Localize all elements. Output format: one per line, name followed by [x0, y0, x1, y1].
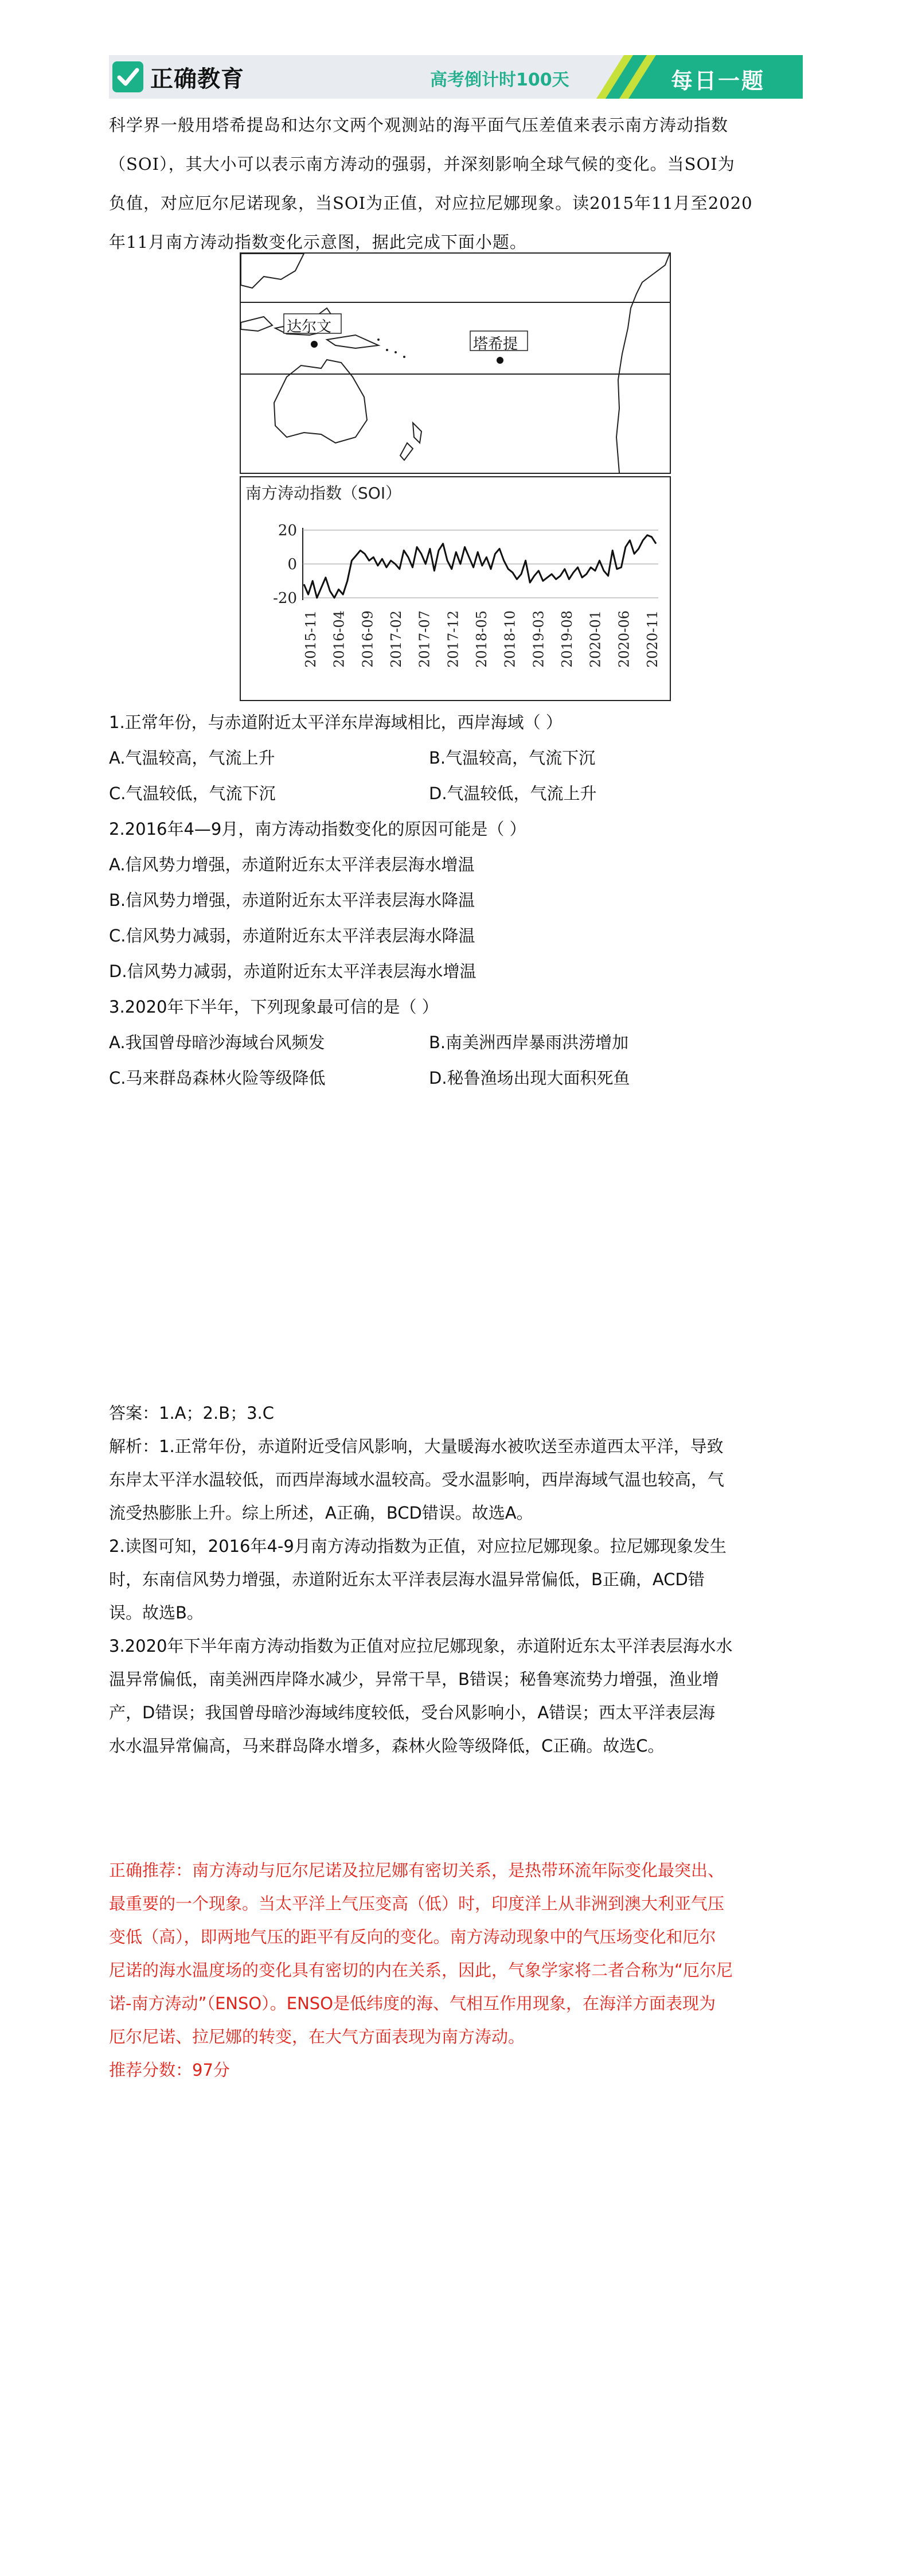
analysis-line: 3.2020年下半年南方涛动指数为正值对应拉尼娜现象，赤道附近东太平洋表层海水水 — [109, 1636, 733, 1656]
analysis-line: 2.读图可知，2016年4-9月南方涛动指数为正值，对应拉尼娜现象。拉尼娜现象发生 — [109, 1536, 727, 1556]
recommend-line: 厄尔尼诺、拉尼娜的转变，在大气方面表现为南方涛动。 — [109, 2027, 525, 2046]
intro-paragraph — [109, 106, 803, 262]
analysis-line: 解析：1.正常年份，赤道附近受信风影响，大量暖海水被吹送至赤道西太平洋，导致 — [109, 1437, 724, 1456]
soi-series-line — [304, 535, 656, 598]
darwin-label: 达尔文 — [287, 318, 332, 336]
recommend-line: 正确推荐：南方涛动与厄尔尼诺及拉尼娜有密切关系，是热带环流年际变化最突出、 — [109, 1861, 725, 1880]
chart-title: 南方涛动指数（SOI） — [245, 484, 402, 503]
countdown-text: 高考倒计时100天 — [430, 70, 569, 90]
analysis-line: 温异常偏低，南美洲西岸降水减少，异常干旱，B错误；秘鲁寒流势力增强，渔业增 — [109, 1670, 719, 1689]
analysis-line: 误。故选B。 — [109, 1603, 204, 1622]
recommend-line: 诺-南方涛动”（ENSO）。ENSO是低纬度的海、气相互作用现象，在海洋方面表现为 — [109, 1994, 716, 2013]
y-tick-label: -20 — [273, 590, 297, 607]
map-graphic — [241, 254, 670, 473]
soi-chart — [240, 476, 671, 701]
logo — [112, 60, 244, 94]
darwin-marker-icon — [311, 341, 318, 348]
brand-name: 正确教育 — [150, 65, 244, 92]
x-tick-label: 2018-05 — [474, 610, 490, 668]
recommend-score: 推荐分数：97分 — [109, 2060, 230, 2080]
intro-line: 科学界一般用塔希提岛和达尔文两个观测站的海平面气压差值来表示南方涛动指数 — [109, 115, 729, 135]
analysis-line: 流受热膨胀上升。综上所述，A正确，BCD错误。故选A。 — [109, 1503, 533, 1523]
x-tick-label: 2016-04 — [331, 610, 347, 668]
analysis-line: 水水温异常偏高，马来群岛降水增多，森林火险等级降低，C正确。故选C。 — [109, 1736, 665, 1756]
pacific-map — [240, 252, 671, 474]
daily-question-label: 每日一题 — [671, 68, 766, 94]
recommend-section — [109, 1854, 803, 2087]
x-tick-label: 2020-06 — [616, 610, 632, 668]
option-1c: C.气温较低，气流下沉 — [109, 784, 276, 803]
chart-plot — [241, 477, 670, 700]
x-tick-label: 2017-02 — [388, 610, 404, 668]
x-tick-label: 2020-11 — [645, 610, 661, 668]
recommend-line: 最重要的一个现象。当太平洋上气压变高（低）时，印度洋上从非洲到澳大利亚气压 — [109, 1894, 725, 1913]
analysis-line: 东岸太平洋水温较低，而西岸海域水温较高。受水温影响，西岸海域气温也较高，气 — [109, 1470, 725, 1489]
question-2-stem: 2.2016年4—9月，南方涛动指数变化的原因可能是（ ） — [109, 819, 526, 839]
x-tick-label: 2018-10 — [502, 610, 518, 668]
recommend-line: 变低（高），即两地气压的距平有反向的变化。南方涛动现象中的气压场变化和厄尔 — [109, 1927, 716, 1947]
option-3c: C.马来群岛森林火险等级降低 — [109, 1068, 326, 1088]
x-tick-label: 2017-07 — [416, 610, 433, 668]
x-tick-label: 2017-12 — [445, 610, 462, 668]
tahiti-marker-icon — [497, 357, 503, 364]
answer-line: 答案：1.A；2.B；3.C — [109, 1403, 274, 1423]
intro-line: （SOI），其大小可以表示南方涛动的强弱，并深刻影响全球气候的变化。当SOI为 — [109, 154, 735, 174]
tahiti-label: 塔希提 — [473, 336, 518, 353]
option-2b: B.信风势力增强，赤道附近东太平洋表层海水降温 — [109, 890, 475, 910]
option-1d: D.气温较低，气流上升 — [429, 784, 597, 803]
daily-question-badge — [596, 55, 803, 99]
option-1a: A.气温较高，气流上升 — [109, 748, 275, 768]
option-3b: B.南美洲西岸暴雨洪涝增加 — [429, 1033, 629, 1052]
x-tick-label: 2016-09 — [360, 610, 376, 668]
option-2d: D.信风势力减弱，赤道附近东太平洋表层海水增温 — [109, 962, 477, 981]
option-2a: A.信风势力增强，赤道附近东太平洋表层海水增温 — [109, 855, 475, 874]
checkmark-icon — [112, 61, 143, 92]
question-1-stem: 1.正常年份，与赤道附近太平洋东岸海域相比，西岸海域（ ） — [109, 713, 563, 732]
question-3-stem: 3.2020年下半年，下列现象最可信的是（ ） — [109, 997, 439, 1017]
analysis-line: 时，东南信风势力增强，赤道附近东太平洋表层海水温异常偏低，B正确，ACD错 — [109, 1570, 705, 1589]
option-2c: C.信风势力减弱，赤道附近东太平洋表层海水降温 — [109, 926, 475, 945]
option-1b: B.气温较高，气流下沉 — [429, 748, 596, 768]
x-tick-label: 2019-08 — [559, 610, 575, 668]
analysis-line: 产，D错误；我国曾母暗沙海域纬度较低，受台风影响小，A错误；西太平洋表层海 — [109, 1703, 716, 1722]
x-tick-label: 2020-01 — [587, 610, 604, 668]
option-3d: D.秘鲁渔场出现大面积死鱼 — [429, 1068, 630, 1088]
recommend-line: 尼诺的海水温度场的变化具有密切的内在关系，因此，气象学家将二者合称为“厄尔尼 — [109, 1960, 733, 1980]
y-tick-label: 20 — [278, 522, 297, 539]
answer-section — [109, 1396, 803, 1762]
intro-line: 年11月南方涛动指数变化示意图，据此完成下面小题。 — [109, 232, 527, 252]
y-tick-label: 0 — [287, 556, 297, 573]
x-tick-label: 2015-11 — [303, 610, 319, 668]
header-banner — [109, 55, 803, 99]
option-3a: A.我国曾母暗沙海域台风频发 — [109, 1033, 325, 1052]
intro-line: 负值，对应厄尔尼诺现象，当SOI为正值，对应拉尼娜现象。读2015年11月至2020 — [109, 193, 753, 213]
x-tick-label: 2019-03 — [530, 610, 547, 668]
